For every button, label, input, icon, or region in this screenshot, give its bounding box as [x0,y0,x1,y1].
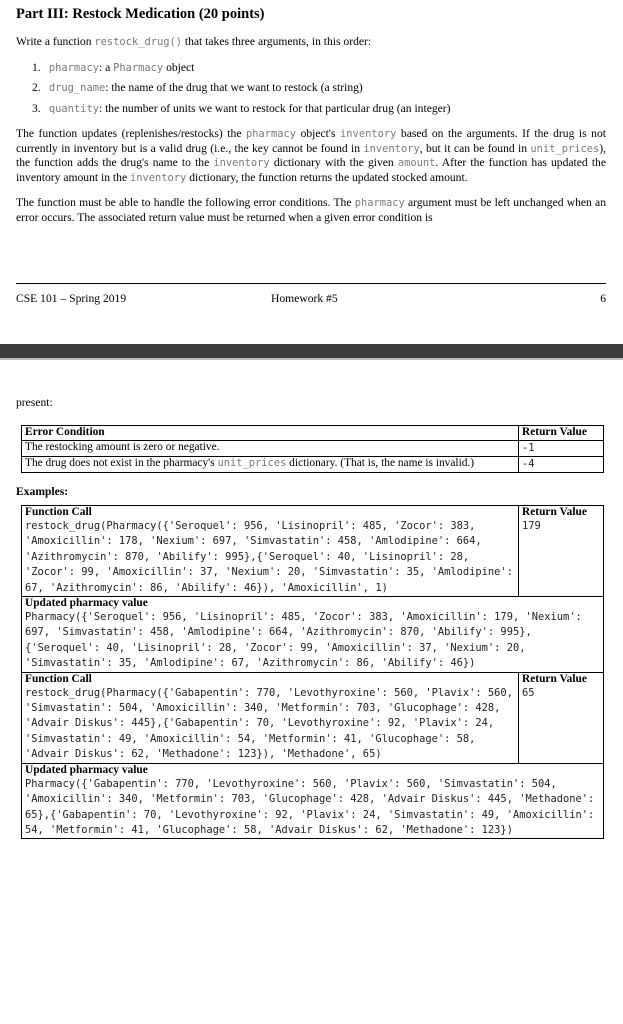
argument-list [16,58,606,120]
updated-pharmacy-header: Updated pharmacy value [25,597,148,610]
updated-pharmacy-header: Updated pharmacy value [25,763,148,776]
return-value-cell [519,506,604,597]
updated-pharmacy-cell [22,597,604,673]
intro-before: Write a function [16,35,95,48]
argument-number: 2. [32,81,41,94]
function-call-header: Function Call [25,672,92,685]
error-table [21,425,604,473]
error-table-header [22,426,604,441]
text-run: ), the function adds the drug's name to the [16,141,607,169]
argument-desc: : the name of the drug that we want to restock (a string) [105,81,363,94]
intro-after: that takes three arguments, in this order: [182,35,372,48]
intro-code: restock_drug() [94,36,182,48]
updated-pharmacy-code: Pharmacy({'Gabapentin': 770, 'Levothyroxine': 560, 'Plavix': 560, 'Simvastatin': 504, 'Amoxicillin': 340, 'Metformin': 703, 'Glucophage': 428, 'Advair Diskus': 445, 'Methadone': 65},{'Gabapentin': 70, 'Levothyroxine': 92, 'Plavix': 24, 'Simvastatin': 49, 'Amoxicillin': 54, 'Metformin': 41, 'Glucophage': 58, 'Advair Diskus': 62, 'Methadone': 123}) [25,777,595,836]
return-value-text: 65 [522,686,535,699]
argument-desc-end: object [163,60,195,74]
part-title: Part III: Restock Medication (20 points) [16,6,265,22]
argument-name: pharmacy [48,61,99,74]
return-value-text: -4 [522,457,535,470]
page-divider [0,344,623,358]
return-value-text: 179 [522,520,541,532]
example-call-row [22,506,604,597]
argument-desc: : a [98,60,114,74]
function-call-header: Function Call [25,506,92,518]
page-footer [16,283,606,306]
updated-pharmacy-code: Pharmacy({'Seroquel': 956, 'Lisinopril': 485, 'Zocor': 383, 'Amoxicillin': 179, 'Nexium': 697, 'Simvastatin': 458, 'Amlodipine': 664, 'Azithromycin': 870, 'Abilify': 995},{'Seroquel': 40, 'Lisinopril': 28, 'Zocor': 99, 'Amoxicillin': 37, 'Nexium': 20, 'Simvastatin': 35, 'Amlodipine': 67, 'Azithromycin': 86, 'Abilify': 46}) [25,611,582,670]
footer-page-number: 6 [600,292,606,305]
description-paragraph [16,127,606,185]
function-call-code: restock_drug(Pharmacy({'Seroquel': 956, 'Lisinopril': 485, 'Zocor': 383, 'Amoxicillin': 178, 'Nexium': 697, 'Simvastatin': 458, 'Amlodipine': 664, 'Azithromycin': 870, 'Abilify': 995},{'Seroquel': 40, 'Lisinopril': 28, 'Zocor': 99, 'Amoxicillin': 37, 'Nexium': 20, 'Simvastatin': 35, 'Amlodipine': 67, 'Azithromycin': 86, 'Abilify': 46}), 'Amoxicillin', 1) [25,520,513,594]
text-run: based on the arguments. If the drug is not currently in inventory but is a valid drug (i.e., the key cannot be found in [16,127,606,155]
argument-number: 3. [32,101,41,115]
return-value-header: Return Value [522,672,587,685]
intro-text [16,35,606,50]
code-run: inventory [340,128,397,140]
return-value-header: Return Value [522,506,587,518]
code-run: pharmacy [246,128,297,140]
error-condition-cell [22,440,519,456]
examples-heading: Examples: [16,484,69,498]
error-condition-header: Error Condition [22,426,519,441]
error-paragraph [16,196,606,225]
return-value-cell [519,672,604,763]
error-condition-text: The restocking amount is zero or negative. [25,440,220,453]
page-bottom-section [16,396,606,839]
code-run: pharmacy [354,197,405,209]
argument-name: drug_name [48,82,106,94]
code-run: unit_prices [530,142,600,155]
text-run: object's [296,127,341,140]
error-table-row [22,456,604,472]
argument-item [32,78,606,99]
footer-course: CSE 101 – Spring 2019 [16,292,127,305]
code-run: inventory [130,171,187,184]
text-run: dictionary, the function returns the updated stocked amount. [186,170,468,184]
text-run: The function must be able to handle the following error conditions. The [16,196,355,209]
page-divider-shadow [0,358,623,360]
text-run: The function updates (replenishes/restocks) the [16,127,246,140]
text-run: dictionary with the given [269,156,398,169]
updated-pharmacy-cell [22,763,604,839]
return-value-header: Return Value [519,426,604,441]
return-value-cell [519,456,604,472]
examples-table [21,505,604,839]
example-updated-row [22,597,604,673]
function-call-cell [22,506,519,597]
error-table-row [22,440,604,456]
argument-item [32,58,606,79]
example-call-row [22,672,604,763]
code-run: amount [397,157,436,169]
error-condition-text-end: dictionary. (That is, the name is invalid.) [286,456,475,469]
return-value-text: -1 [522,441,535,454]
argument-desc: : the number of units we want to restock for that particular drug (an integer) [98,101,451,115]
return-value-cell [519,440,604,456]
argument-item [32,99,606,120]
function-call-cell [22,672,519,763]
present-text: present: [16,396,53,409]
function-call-code: restock_drug(Pharmacy({'Gabapentin': 770, 'Levothyroxine': 560, 'Plavix': 560, 'Simvastatin': 504, 'Amoxicillin': 340, 'Metformin': 703, 'Glucophage': 428, 'Advair Diskus': 445},{'Gabapentin': 70, 'Levothyroxine': 92, 'Plavix': 24, 'Simvastatin': 49, 'Amoxicillin': 54, 'Metformin': 41, 'Glucophage': 58, 'Advair Diskus': 62, 'Methadone': 123}), 'Methadone', 65) [25,686,513,761]
argument-type: Pharmacy [113,61,164,74]
text-run: . After the function has updated the inventory amount in the [16,156,607,184]
footer-homework: Homework #5 [271,292,338,305]
argument-number: 1. [32,60,41,74]
error-condition-text: The drug does not exist in the pharmacy's [25,456,218,469]
text-run: argument must be left unchanged when an error occurs. The associated return value must be returned when a given error condition is [16,196,606,224]
code-run: inventory [213,157,270,169]
argument-name: quantity [48,102,99,115]
code-run: inventory [363,142,420,155]
example-updated-row [22,763,604,839]
error-condition-cell [22,456,519,472]
text-run: , but it can be found in [419,141,531,155]
page-top-section [16,0,606,225]
error-condition-code: unit_prices [217,456,287,469]
